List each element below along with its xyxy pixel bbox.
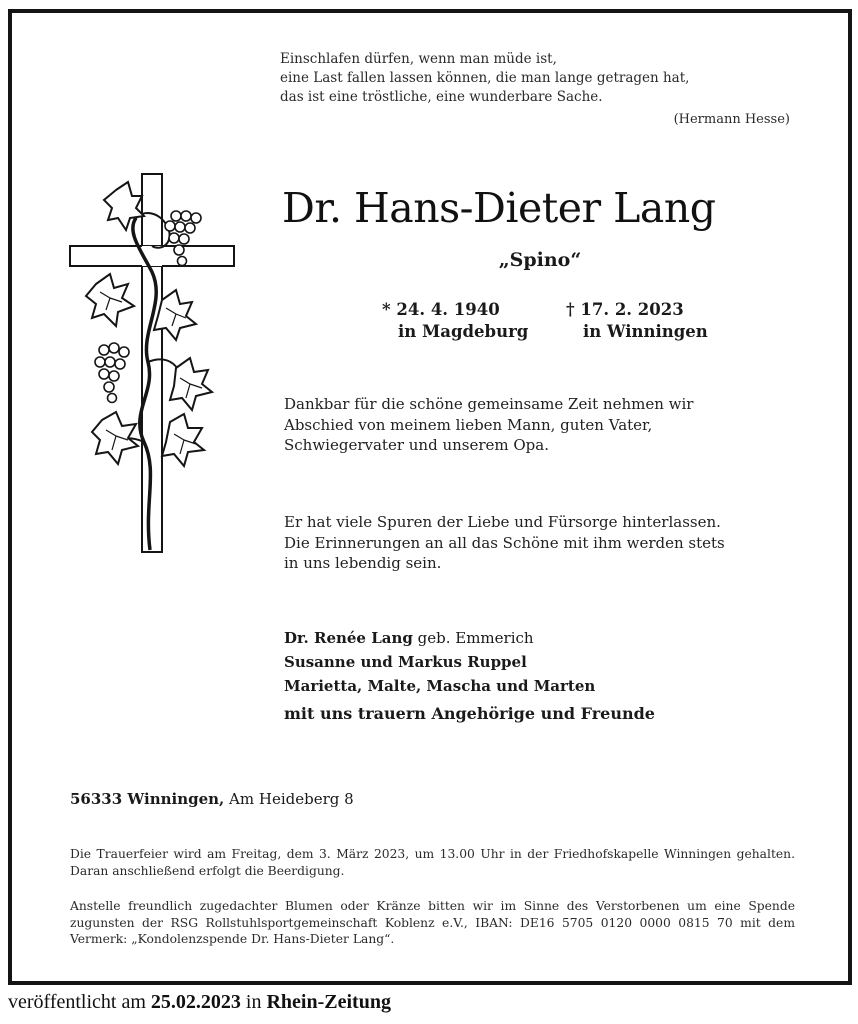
- quote-line: eine Last fallen lassen können, die man lange getragen hat,: [280, 70, 690, 86]
- birth-place: in Magdeburg: [398, 322, 529, 341]
- publication-middle: in: [240, 991, 267, 1013]
- publication-date: 25.02.2023: [150, 991, 241, 1013]
- mourner-closing: mit uns trauern Angehörige und Freunde: [284, 704, 655, 723]
- paragraph-line: Die Erinnerungen an all das Schöne mit ihm werden stets: [284, 533, 725, 552]
- quote-author: (Hermann Hesse): [673, 112, 790, 127]
- widow-maiden-name: geb. Emmerich: [412, 629, 534, 647]
- death-date: † 17. 2. 2023: [566, 300, 684, 319]
- publication-note: [8, 991, 391, 1014]
- quote-line: das ist eine tröstliche, eine wunderbare Sache.: [280, 89, 603, 105]
- widow-name: Dr. Renée Lang: [284, 629, 413, 647]
- quote: [280, 50, 780, 107]
- cross-with-grapevine-icon: [66, 172, 241, 557]
- farewell-paragraph: [284, 394, 693, 456]
- deceased-nickname: „Spino“: [498, 249, 582, 271]
- mourner-line: Marietta, Malte, Mascha und Marten: [284, 677, 596, 695]
- birth-date: * 24. 4. 1940: [382, 300, 500, 319]
- death-place: in Winningen: [583, 322, 708, 341]
- paragraph-line: Schwiegervater und unserem Opa.: [284, 436, 549, 454]
- donation-notice: Anstelle freundlich zugedachter Blumen oder Kränze bitten wir im Sinne des Verstorbenen um eine Spende zugunsten der RSG Rollstuhlsportgemeinschaft Koblenz e.V., IBAN: DE16 5705 0120 0000 0815 70 mit dem Vermerk: „Kondolenzspende Dr. Hans-Dieter Lang“.: [70, 899, 795, 946]
- mourners-list: [284, 626, 655, 726]
- paragraph-line: Abschied von meinem lieben Mann, guten Vater,: [284, 415, 653, 434]
- address: [70, 790, 354, 808]
- deceased-name: Dr. Hans-Dieter Lang: [282, 184, 716, 232]
- address-city: 56333 Winningen,: [70, 790, 225, 808]
- publication-prefix: veröffentlicht am: [8, 991, 151, 1013]
- paragraph-line: Er hat viele Spuren der Liebe und Fürsorge hinterlassen.: [284, 513, 721, 531]
- publication-paper: Rhein-Zeitung: [266, 991, 391, 1013]
- mourner-line: Susanne und Markus Ruppel: [284, 653, 527, 671]
- memory-paragraph: [284, 512, 725, 574]
- paragraph-line: Dankbar für die schöne gemeinsame Zeit nehmen wir: [284, 395, 694, 413]
- address-street: Am Heideberg 8: [224, 790, 354, 808]
- quote-line: Einschlafen dürfen, wenn man müde ist,: [280, 51, 557, 67]
- funeral-notice: Die Trauerfeier wird am Freitag, dem 3. März 2023, um 13.00 Uhr in der Friedhofskapelle Winningen gehalten. Daran anschließend erfolgt die Beerdigung.: [70, 847, 795, 878]
- mourner-widow: [284, 626, 655, 650]
- paragraph-line: in uns lebendig sein.: [284, 554, 442, 572]
